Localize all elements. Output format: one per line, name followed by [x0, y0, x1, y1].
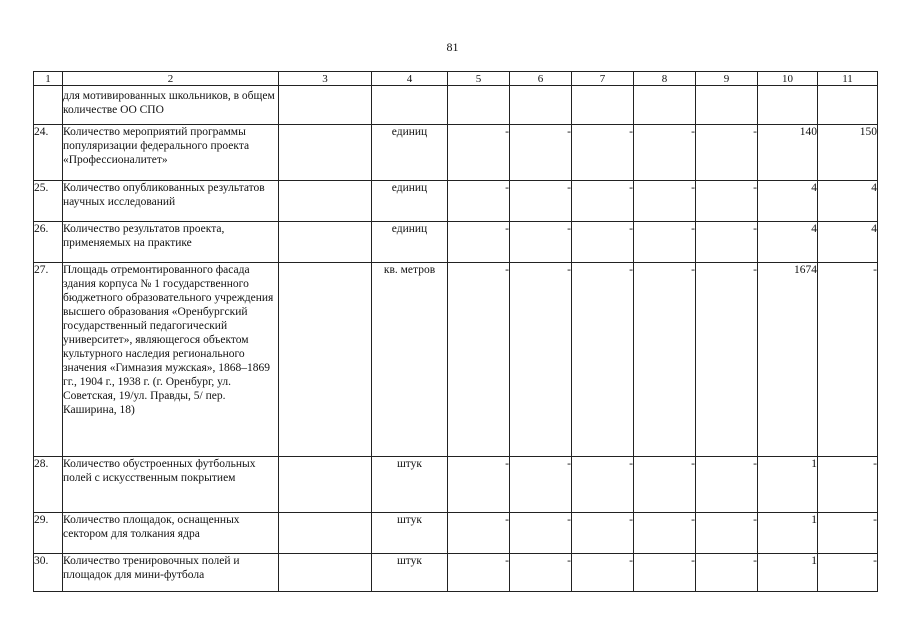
unit-cell: единиц: [372, 181, 448, 222]
table-row: [34, 263, 878, 457]
unit-cell: единиц: [372, 125, 448, 181]
value-cell: -: [634, 181, 696, 222]
value-cell: -: [634, 263, 696, 457]
column-header: 9: [696, 72, 758, 86]
column-header: 5: [448, 72, 510, 86]
row-number: 30.: [34, 554, 63, 592]
value-cell: -: [448, 125, 510, 181]
row-number: [34, 86, 63, 125]
value-cell: -: [448, 263, 510, 457]
value-cell: -: [634, 457, 696, 513]
value-cell: -: [696, 554, 758, 592]
table-row: [34, 86, 878, 125]
table-row: [34, 125, 878, 181]
col3-cell: [279, 554, 372, 592]
indicator-name: Количество мероприятий программы популяризации федерального проекта «Профессионалитет»: [63, 125, 279, 181]
column-header: 1: [34, 72, 63, 86]
value-cell: -: [510, 513, 572, 554]
row-number: 28.: [34, 457, 63, 513]
value-cell: [510, 86, 572, 125]
value-cell: -: [572, 181, 634, 222]
value-cell: 4: [758, 222, 818, 263]
value-cell: -: [510, 457, 572, 513]
column-header: 2: [63, 72, 279, 86]
row-number: 29.: [34, 513, 63, 554]
table-row: [34, 513, 878, 554]
indicator-name: Количество тренировочных полей и площадок для мини-футбола: [63, 554, 279, 592]
value-cell: [572, 86, 634, 125]
value-cell: 140: [758, 125, 818, 181]
value-cell: [696, 86, 758, 125]
row-number: 27.: [34, 263, 63, 457]
value-cell: -: [572, 457, 634, 513]
value-cell: -: [510, 554, 572, 592]
value-cell: 4: [818, 222, 878, 263]
value-cell: -: [696, 457, 758, 513]
indicator-name: Количество результатов проекта, применяемых на практике: [63, 222, 279, 263]
value-cell: -: [510, 263, 572, 457]
value-cell: -: [448, 457, 510, 513]
value-cell: 1: [758, 457, 818, 513]
value-cell: 1674: [758, 263, 818, 457]
indicator-name: Площадь отремонтированного фасада здания корпуса № 1 государственного бюджетного образовательного учреждения высшего образования «Оренбургский государственный педагогический университет», являющегося объектом культурного наследия регионального значения «Гимназия мужская», 1868–1869 гг., 1904 г., 1938 г. (г. Оренбург, ул. Советская, 19/ул. Правды, 5/ пер. Каширина, 18): [63, 263, 279, 457]
col3-cell: [279, 457, 372, 513]
value-cell: -: [448, 181, 510, 222]
value-cell: 150: [818, 125, 878, 181]
indicators-table: [33, 71, 878, 592]
col3-cell: [279, 86, 372, 125]
value-cell: -: [448, 222, 510, 263]
col3-cell: [279, 125, 372, 181]
indicator-name: Количество площадок, оснащенных сектором для толкания ядра: [63, 513, 279, 554]
value-cell: [448, 86, 510, 125]
value-cell: -: [510, 222, 572, 263]
value-cell: -: [696, 125, 758, 181]
value-cell: -: [818, 263, 878, 457]
value-cell: -: [818, 554, 878, 592]
value-cell: -: [696, 181, 758, 222]
row-number: 24.: [34, 125, 63, 181]
header-row: [34, 72, 878, 86]
page-number: 81: [446, 40, 459, 54]
unit-cell: штук: [372, 513, 448, 554]
unit-cell: штук: [372, 457, 448, 513]
table-row: [34, 554, 878, 592]
value-cell: -: [696, 513, 758, 554]
row-number: 25.: [34, 181, 63, 222]
value-cell: [758, 86, 818, 125]
table-row: [34, 181, 878, 222]
value-cell: [634, 86, 696, 125]
value-cell: 1: [758, 554, 818, 592]
column-header: 11: [818, 72, 878, 86]
table-row: [34, 457, 878, 513]
value-cell: -: [448, 513, 510, 554]
value-cell: -: [634, 554, 696, 592]
indicator-name: для мотивированных школьников, в общем количестве ОО СПО: [63, 86, 279, 125]
table-row: [34, 222, 878, 263]
value-cell: [818, 86, 878, 125]
value-cell: -: [572, 222, 634, 263]
value-cell: -: [572, 513, 634, 554]
indicator-name: Количество опубликованных результатов научных исследований: [63, 181, 279, 222]
row-number: 26.: [34, 222, 63, 263]
column-header: 4: [372, 72, 448, 86]
unit-cell: единиц: [372, 222, 448, 263]
unit-cell: кв. метров: [372, 263, 448, 457]
column-header: 3: [279, 72, 372, 86]
value-cell: -: [572, 263, 634, 457]
unit-cell: штук: [372, 554, 448, 592]
value-cell: -: [634, 513, 696, 554]
column-header: 7: [572, 72, 634, 86]
value-cell: -: [510, 125, 572, 181]
value-cell: -: [696, 222, 758, 263]
col3-cell: [279, 181, 372, 222]
value-cell: -: [572, 554, 634, 592]
column-header: 8: [634, 72, 696, 86]
value-cell: -: [634, 222, 696, 263]
value-cell: -: [510, 181, 572, 222]
value-cell: -: [572, 125, 634, 181]
unit-cell: [372, 86, 448, 125]
value-cell: -: [448, 554, 510, 592]
col3-cell: [279, 222, 372, 263]
value-cell: -: [696, 263, 758, 457]
column-header: 10: [758, 72, 818, 86]
col3-cell: [279, 263, 372, 457]
value-cell: 4: [818, 181, 878, 222]
value-cell: 1: [758, 513, 818, 554]
column-header: 6: [510, 72, 572, 86]
value-cell: -: [818, 457, 878, 513]
value-cell: 4: [758, 181, 818, 222]
value-cell: -: [818, 513, 878, 554]
col3-cell: [279, 513, 372, 554]
value-cell: -: [634, 125, 696, 181]
indicator-name: Количество обустроенных футбольных полей с искусственным покрытием: [63, 457, 279, 513]
